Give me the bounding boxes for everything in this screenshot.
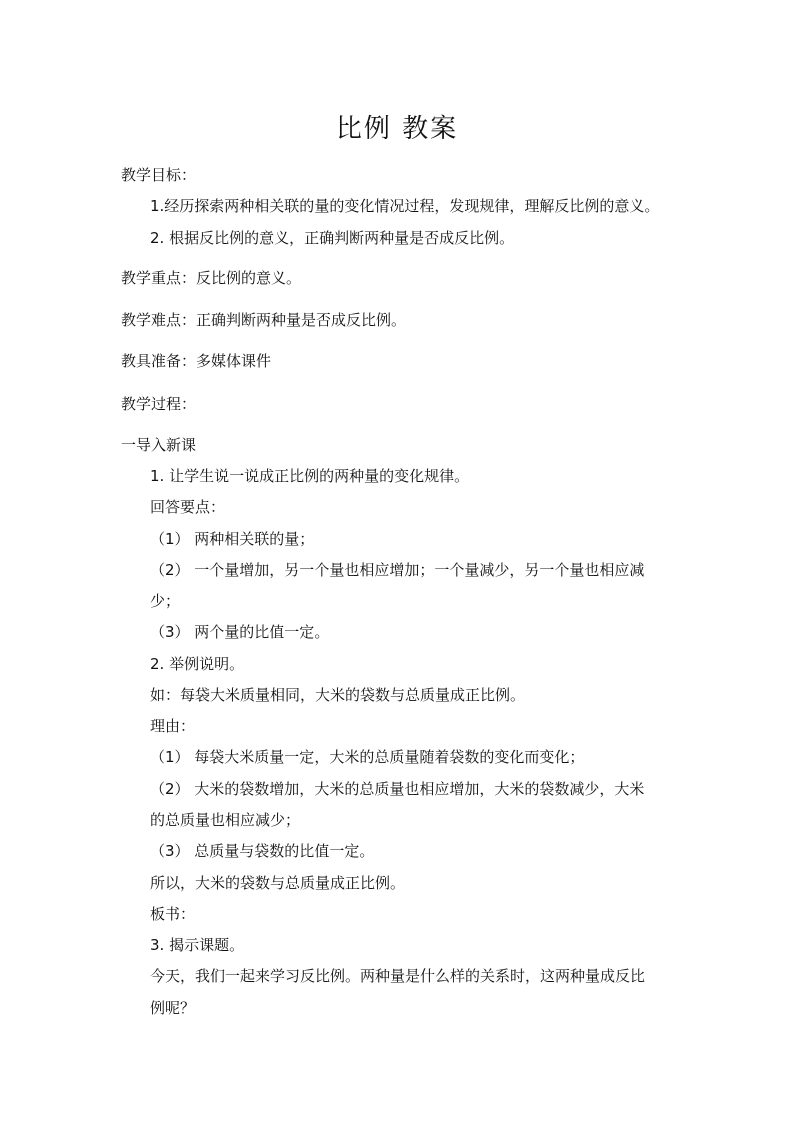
step-2: 2. 举例说明。 [150,655,245,673]
today-text-line-2: 例呢？ [150,999,196,1017]
key-point: 教学重点：反比例的意义。 [121,269,302,287]
reason-label: 理由： [150,717,196,735]
difficulty: 教学难点：正确判断两种量是否成反比例。 [121,311,407,329]
reason-2-line-2: 的总质量也相应减少； [150,811,301,829]
reason-3: （3） 总质量与袋数的比值一定。 [150,842,375,860]
document-title: 比例 教案 [335,114,459,144]
reason-2-line-1: （2） 大米的袋数增加，大米的总质量也相应增加，大米的袋数减少，大米 [150,780,645,798]
answer-point-1: （1） 两种相关联的量； [150,530,315,548]
answer-point-2-line-2: 少； [150,592,181,610]
conclusion-text: 所以，大米的袋数与总质量成正比例。 [150,874,406,892]
objective-2: 2. 根据反比例的意义，正确判断两种量是否成反比例。 [150,229,515,247]
example-text: 如：每袋大米质量相同，大米的袋数与总质量成正比例。 [150,686,526,704]
objective-1: 1.经历探索两种相关联的量的变化情况过程，发现规律，理解反比例的意义。 [150,197,660,215]
objectives-label: 教学目标： [121,166,197,184]
answer-point-2-line-1: （2） 一个量增加，另一个量也相应增加；一个量减少，另一个量也相应减 [150,561,645,579]
reason-1: （1） 每袋大米质量一定，大米的总质量随着袋数的变化而变化； [150,748,585,766]
section-1-heading: 一导入新课 [121,436,197,454]
preparation: 教具准备：多媒体课件 [121,352,272,370]
board-label: 板书： [150,905,196,923]
process-label: 教学过程： [121,395,197,413]
step-1: 1. 让学生说一说成正比例的两种量的变化规律。 [150,467,470,485]
answer-points-label: 回答要点： [150,498,226,516]
today-text-line-1: 今天，我们一起来学习反比例。两种量是什么样的关系时，这两种量成反比 [150,967,646,985]
step-3: 3. 揭示课题。 [150,936,245,954]
answer-point-3: （3） 两个量的比值一定。 [150,623,330,641]
